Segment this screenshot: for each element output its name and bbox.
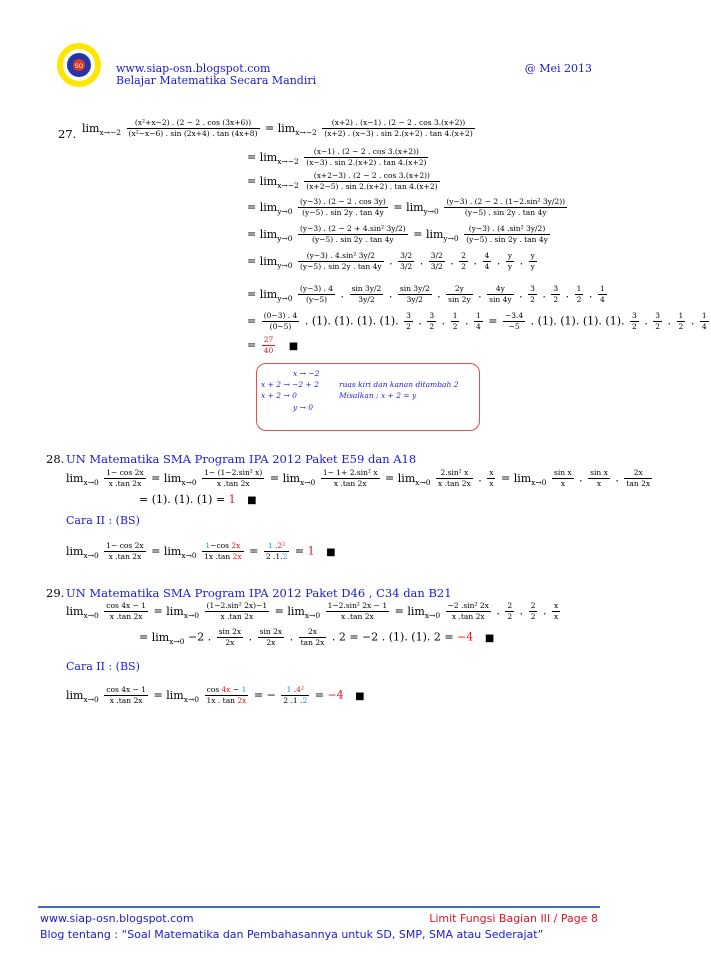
p27-step-7: = $\lim_{y\to 0}$ $\frac{(y-3) . 4}{(y-5)}$ . $\frac{\sin 3y/2}{3y/2}$ . $\frac{\sin 3y/2}{3y/2}$ . $\frac{2y}{\sin 2y}$ . $\frac{4y}{\sin 4y}$ . $\frac{3}{2}$ . $\frac{3}{2}$ . $\frac{1}{2}$ . $\frac{1}{4}$	[247, 284, 605, 304]
box-line-2b: ruas kiri dan kanan ditambah 2	[339, 380, 459, 389]
p27-result: = $\frac{27}{40}$ ■	[247, 335, 299, 355]
site-logo	[56, 42, 102, 88]
box-line-3b: Misalkan : x + 2 = y	[339, 391, 417, 400]
box-line-1: x → −2	[293, 369, 320, 378]
p29-cara-label: Cara II : (BS)	[66, 660, 140, 673]
problem-29-number: 29.	[46, 586, 65, 600]
box-line-4: y → 0	[293, 403, 314, 412]
p27-step-8: = $\frac{(0-3) . 4}{(0-5)}$ . (1). (1). (1). (1). $\frac{3}{2}$ . $\frac{3}{2}$ . $\frac{1}{2}$ . $\frac{1}{4}$ = $\frac{-3.4}{-5}$ . (1). (1). (1). (1). $\frac{3}{2}$ . $\frac{3}{2}$ . $\frac{1}{2}$ . $\frac{1}{4}$	[247, 311, 707, 331]
logo-text: SO	[74, 63, 84, 70]
p27-step-2: = $\lim_{x\to-2}$ $\frac{(x-1) . (2 - 2 . \cos 3.(x+2))}{(x-3) . \sin 2.(x+2) . \tan 4.(x+2)}$	[247, 147, 427, 167]
box-line-3a: x + 2 → 0	[261, 391, 297, 400]
p29-step-2: = $\lim_{x\to 0} -2$ . $\frac{\sin 2x}{2x}$ . $\frac{\sin 2x}{2x}$ . $\frac{2x}{\tan 2x}$ . 2 = −2 . (1). (1). 2 = −4 ■	[139, 627, 495, 647]
p27-step-6: = $\lim_{y\to 0}$ $\frac{\text{(y−3) . 4.sin² 3y/2}}{(y-5) . \sin 2y . \tan 4y}$ . $\frac{3/2}{3/2}$ . $\frac{3/2}{3/2}$ . $\frac{2}{2}$ . $\frac{4}{4}$ . $\frac{y}{y}$ . $\frac{y}{y}$	[247, 251, 535, 271]
problem-29-title: UN Matematika SMA Program IPA 2012 Paket D46 , C34 dan B21	[66, 586, 452, 600]
p27-step-4: = $\lim_{y\to 0}$ $\frac{(y-3) . (2 - 2 . \cos 3y)}{(y-5) . \sin 2y . \tan 4y}$ = $\lim_{y\to 0}$ $\frac{\text{(y−3) . (2 − 2 . (1−2.sin² 3y/2))}}{(y-5) . \sin 2y . \tan 4y}$	[247, 197, 566, 217]
footer-page-label: Limit Fungsi Bagian III / Page 8	[429, 912, 598, 925]
box-line-2a: x + 2 → −2 + 2	[261, 380, 319, 389]
substitution-note-box	[256, 363, 480, 431]
header-tagline: Belajar Matematika Secara Mandiri	[116, 74, 317, 87]
p28-cara-label: Cara II : (BS)	[66, 514, 140, 527]
p28-result: 1	[228, 493, 236, 506]
p29-cara-step: $\lim_{x\to 0}$ $\frac{\cos 4x - 1}{x .\tan 2x}$ = $\lim_{x\to 0}$ $\frac{\cos 4x - 1}{1x . \tan 2x}$ = − $\frac{\text{1 .4²}}{2 .1 .2}$ = −4 ■	[66, 685, 365, 705]
p27-step-1: $\lim_{x\to-2}$ $\frac{\text{(x²+x−2) . (2 − 2 . cos (3x+6))}}{\text{(x²−x−6) . sin (2x+4) . tan (4x+8)}}$ = $\lim_{x\to-2}$ $\frac{(x+2) . (x-1) . (2 - 2 . \cos 3.(x+2))}{(x+2) . (x-3) . \sin 2.(x+2) . \tan 4.(x+2)}$	[82, 118, 473, 138]
footer-rule	[38, 906, 600, 908]
problem-28-title: UN Matematika SMA Program IPA 2012 Paket E59 dan A18	[66, 452, 417, 466]
p27-result-num: 27	[263, 335, 274, 344]
problem-28-number: 28.	[46, 452, 65, 466]
p27-step-5: = $\lim_{y\to 0}$ $\frac{\text{(y−3) . (2 − 2 + 4.sin² 3y/2)}}{(y-5) . \sin 2y . \tan 4y}$ = $\lim_{y\to 0}$ $\frac{\text{(y−3) . (4 .sin² 3y/2)}}{(y-5) . \sin 2y . \tan 4y}$	[247, 224, 548, 244]
p29-result: −4	[457, 630, 474, 644]
problem-27-number: 27.	[58, 127, 77, 141]
header-site-link[interactable]: www.siap-osn.blogspot.com	[116, 62, 271, 75]
p27-result-den: 40	[263, 346, 274, 355]
footer-blog-description: Blog tentang : “Soal Matematika dan Pembahasannya untuk SD, SMP, SMA atau Sederajat”	[40, 928, 544, 941]
p28-step-2: = (1). (1). (1) = 1 ■	[139, 493, 257, 506]
p28-cara-step: $\lim_{x\to 0}$ $\frac{1- \cos 2x}{x .\tan 2x}$ = $\lim_{x\to 0}$ $\frac{1-\cos 2x}{1x .\tan 2x}$ = $\frac{\text{1 .2²}}{2 .1.2}$ = 1 ■	[66, 541, 336, 561]
p29-step-1: $\lim_{x\to 0}$ $\frac{\cos 4x - 1}{x .\tan 2x}$ = $\lim_{x\to 0}$ $\frac{\text{(1−2.sin² 2x)−1}}{x .\tan 2x}$ = $\lim_{x\to 0}$ $\frac{\text{1−2.sin² 2x − 1}}{x .\tan 2x}$ = $\lim_{x\to 0}$ $\frac{\text{−2 .sin² 2x}}{x .\tan 2x}$ . $\frac{2}{2}$ . $\frac{2}{2}$ . $\frac{x}{x}$	[66, 601, 559, 621]
footer-site-link[interactable]: www.siap-osn.blogspot.com	[40, 912, 194, 925]
header-date: @ Mei 2013	[524, 62, 592, 75]
p27-step-3: = $\lim_{x\to-2}$ $\frac{(x+2-3) . (2 - 2 . \cos 3.(x+2))}{(x+2-5) . \sin 2.(x+2) . \tan 4.(x+2)}$	[247, 171, 438, 191]
p28-step-1: $\lim_{x\to 0}$ $\frac{1- \cos 2x}{x .\tan 2x}$ = $\lim_{x\to 0}$ $\frac{\text{1− (1−2.sin² x)}}{x .\tan 2x}$ = $\lim_{x\to 0}$ $\frac{\text{1− 1+ 2.sin² x}}{x .\tan 2x}$ = $\lim_{x\to 0}$ $\frac{\text{2.sin² x}}{x .\tan 2x}$ . $\frac{x}{x}$ = $\lim_{x\to 0}$ $\frac{\text{sin x}}{x}$ . $\frac{\text{sin x}}{x}$ . $\frac{2x}{\tan 2x}$	[66, 468, 651, 488]
